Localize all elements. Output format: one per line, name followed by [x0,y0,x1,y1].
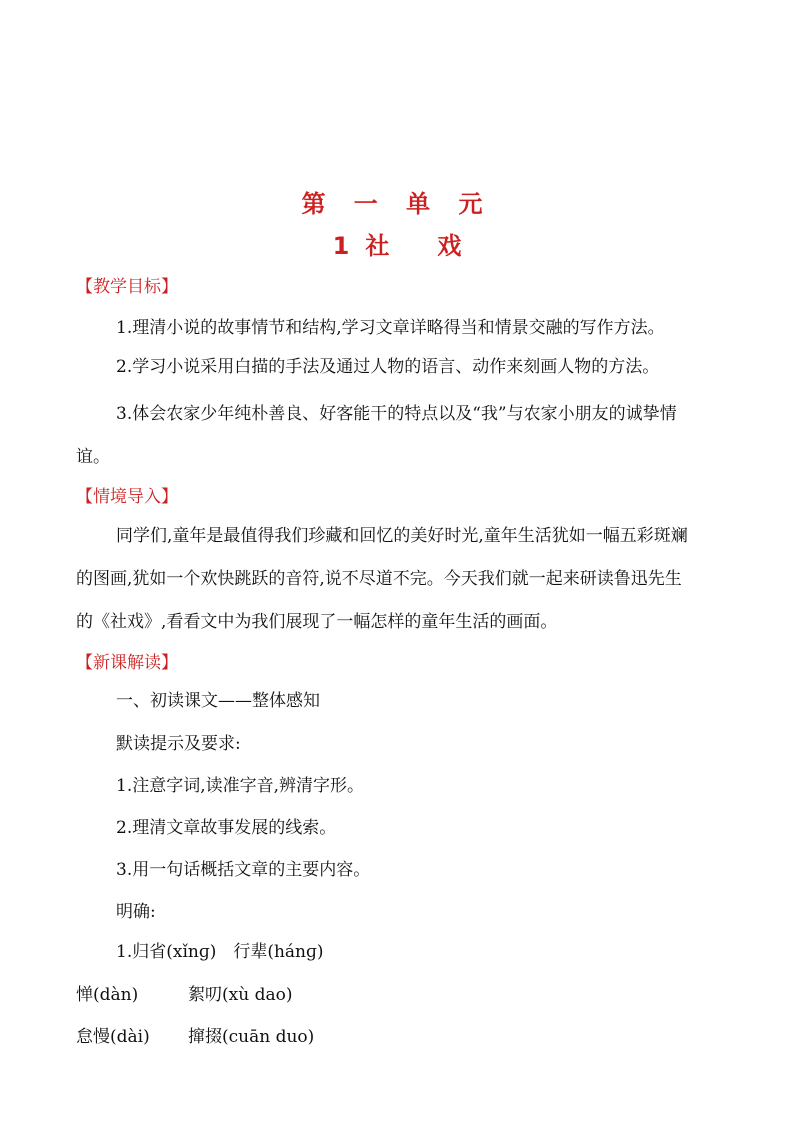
reading-requirement-2: 2.理清文章故事发展的线索。 [116,818,337,838]
unit-title: 第 一 单 元 [301,190,493,218]
vocab-xudao: 絮叨(xù dao) [188,985,293,1005]
goal-item-1: 1.理清小说的故事情节和结构,学习文章详略得当和情景交融的写作方法。 [116,318,665,338]
reading-prompt: 默读提示及要求: [116,734,241,754]
section-heading-reading: 【新课解读】 [76,653,178,673]
vocab-row-1: 1.归省(xǐnɡ) 行辈(hánɡ) [116,942,324,962]
reading-clarify: 明确: [116,902,156,922]
reading-requirement-3: 3.用一句话概括文章的主要内容。 [116,860,371,880]
vocab-daiman: 怠慢(dài) [76,1027,150,1047]
lesson-name-part-1: 社 [365,232,390,260]
vocab-cuanduo: 撺掇(cuān duo) [188,1027,315,1047]
lesson-number: 1 [332,232,350,260]
goal-item-2: 2.学习小说采用白描的手法及通过人物的语言、动作来刻画人物的方法。 [116,357,660,377]
section-heading-intro: 【情境导入】 [76,487,178,507]
vocab-dan: 惮(dàn) [76,985,139,1005]
section-heading-goals: 【教学目标】 [76,277,178,297]
goal-item-3: 3.体会农家少年纯朴善良、好客能干的特点以及“我”与农家小朋友的诚挚情谊。 [76,404,677,467]
intro-paragraph: 同学们,童年是最值得我们珍藏和回忆的美好时光,童年生活犹如一幅五彩斑斓的图画,犹如一个欢快跳跃的音符,说不尽道不完。今天我们就一起来研读鲁迅先生的《社戏》,看看文中为我们展现了一幅怎样的童年生活的画面。 [76,526,688,632]
lesson-title [0,226,794,261]
lesson-name-part-2: 戏 [437,232,462,260]
reading-step-1: 一、初读课文——整体感知 [116,691,320,711]
reading-requirement-1: 1.注意字词,读准字音,辨清字形。 [116,776,365,796]
